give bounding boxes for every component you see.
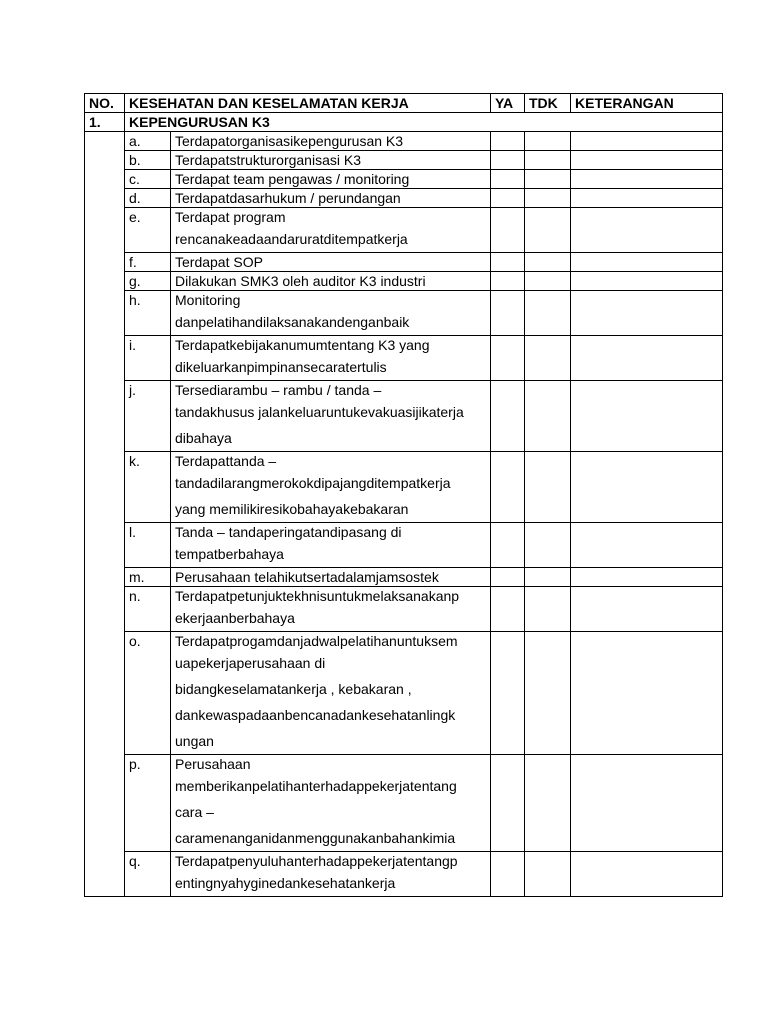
ya-cell[interactable] [491, 852, 525, 897]
item-text [171, 568, 491, 587]
item-letter: m. [125, 568, 171, 587]
item-text-line: Monitoring [175, 292, 241, 308]
keterangan-cell[interactable] [571, 852, 723, 897]
item-letter: k. [125, 452, 171, 523]
tdk-cell[interactable] [525, 568, 571, 587]
item-text-line: dankewaspadaanbencanadankesehatanlingk [175, 707, 456, 723]
table-row [85, 587, 723, 632]
tdk-cell[interactable] [525, 852, 571, 897]
item-text [171, 291, 491, 336]
keterangan-cell[interactable] [571, 151, 723, 170]
table-row [85, 381, 723, 452]
item-letter: q. [125, 852, 171, 897]
tdk-cell[interactable] [525, 755, 571, 852]
item-text-line: Terdapat program [175, 209, 286, 225]
table-row [85, 755, 723, 852]
item-text-line: Terdapatpetunjuktekhnisuntukmelaksanakanp [175, 588, 460, 604]
item-text [171, 151, 491, 170]
ya-cell[interactable] [491, 170, 525, 189]
table-row [85, 291, 723, 336]
item-text-line: Terdapattanda – [175, 453, 277, 469]
item-text-line: Terdapatpenyuluhanterhadappekerjatentangp [175, 853, 458, 869]
ya-cell[interactable] [491, 568, 525, 587]
item-text [171, 189, 491, 208]
ya-cell[interactable] [491, 189, 525, 208]
item-text-line: Tersediarambu – rambu / tanda – [175, 382, 382, 398]
item-letter: d. [125, 189, 171, 208]
keterangan-cell[interactable] [571, 291, 723, 336]
section-row [85, 113, 723, 132]
keterangan-cell[interactable] [571, 632, 723, 755]
item-letter: b. [125, 151, 171, 170]
item-text-line: bidangkeselamatankerja , kebakaran , [175, 681, 412, 697]
item-text-line: Dilakukan SMK3 oleh auditor K3 industri [175, 273, 426, 289]
keterangan-cell[interactable] [571, 336, 723, 381]
keterangan-cell[interactable] [571, 132, 723, 151]
item-letter: e. [125, 208, 171, 253]
table-row [85, 568, 723, 587]
keterangan-cell[interactable] [571, 568, 723, 587]
table-row [85, 852, 723, 897]
header-no: NO. [85, 94, 125, 113]
item-letter: p. [125, 755, 171, 852]
item-text-line: Perusahaan telahikutsertadalamjamsostek [175, 569, 439, 585]
header-ya: YA [491, 94, 525, 113]
item-letter: c. [125, 170, 171, 189]
item-text [171, 381, 491, 452]
item-text [171, 632, 491, 755]
header-tdk: TDK [525, 94, 571, 113]
table-row [85, 632, 723, 755]
section-title: KEPENGURUSAN K3 [125, 113, 723, 132]
header-row [85, 94, 723, 113]
item-letter: n. [125, 587, 171, 632]
item-text-line: Terdapat SOP [175, 254, 263, 270]
item-letter: j. [125, 381, 171, 452]
ya-cell[interactable] [491, 291, 525, 336]
tdk-cell[interactable] [525, 291, 571, 336]
ya-cell[interactable] [491, 632, 525, 755]
item-letter: a. [125, 132, 171, 151]
tdk-cell[interactable] [525, 189, 571, 208]
ya-cell[interactable] [491, 151, 525, 170]
item-text-line: Tanda – tandaperingatandipasang di [175, 524, 402, 540]
header-keterangan: KETERANGAN [571, 94, 723, 113]
item-text-line: tandadilarangmerokokdipajangditempatkerja [175, 475, 451, 491]
tdk-cell[interactable] [525, 587, 571, 632]
table-row [85, 208, 723, 253]
item-text [171, 523, 491, 568]
item-text-line: tandakhusus jalankeluaruntukevakuasijikaterja [175, 404, 464, 420]
item-text-line: Terdapat team pengawas / monitoring [175, 171, 410, 187]
item-text-line: ekerjaanberbahaya [175, 610, 295, 626]
ya-cell[interactable] [491, 755, 525, 852]
item-text-line: dibahaya [175, 430, 232, 446]
keterangan-cell[interactable] [571, 253, 723, 272]
header-title: KESEHATAN DAN KESELAMATAN KERJA [125, 94, 491, 113]
item-text [171, 336, 491, 381]
tdk-cell[interactable] [525, 381, 571, 452]
tdk-cell[interactable] [525, 272, 571, 291]
item-text-line: dikeluarkanpimpinansecaratertulis [175, 359, 387, 375]
ya-cell[interactable] [491, 523, 525, 568]
tdk-cell[interactable] [525, 253, 571, 272]
ya-cell[interactable] [491, 208, 525, 253]
tdk-cell[interactable] [525, 151, 571, 170]
item-text [171, 272, 491, 291]
table-row [85, 189, 723, 208]
item-text [171, 208, 491, 253]
item-text [171, 452, 491, 523]
item-letter: f. [125, 253, 171, 272]
table-row [85, 170, 723, 189]
ya-cell[interactable] [491, 272, 525, 291]
item-text-line: Perusahaan [175, 756, 251, 772]
item-text-line: Terdapatkebijakanumumtentang K3 yang [175, 337, 430, 353]
item-text-line: danpelatihandilaksanakandenganbaik [175, 314, 410, 330]
ya-cell[interactable] [491, 587, 525, 632]
item-text-line: caramenanganidanmenggunakanbahankimia [175, 830, 456, 846]
item-letter: i. [125, 336, 171, 381]
item-text [171, 132, 491, 151]
item-text-line: yang memilikiresikobahayakebakaran [175, 501, 409, 517]
item-text [171, 253, 491, 272]
tdk-cell[interactable] [525, 170, 571, 189]
item-letter: o. [125, 632, 171, 755]
item-letter: h. [125, 291, 171, 336]
item-text-line: Terdapatorganisasikepengurusan K3 [175, 133, 404, 149]
row-number-cell [85, 132, 125, 897]
ya-cell[interactable] [491, 253, 525, 272]
keterangan-cell[interactable] [571, 272, 723, 291]
section-number: 1. [85, 113, 125, 132]
item-text [171, 852, 491, 897]
table-row [85, 452, 723, 523]
tdk-cell[interactable] [525, 208, 571, 253]
item-text-line: Terdapatstrukturorganisasi K3 [175, 152, 361, 168]
item-text-line: tempatberbahaya [175, 546, 284, 562]
ya-cell[interactable] [491, 336, 525, 381]
ya-cell[interactable] [491, 132, 525, 151]
tdk-cell[interactable] [525, 523, 571, 568]
table-row [85, 132, 723, 151]
item-text-line: ungan [175, 733, 214, 749]
tdk-cell[interactable] [525, 452, 571, 523]
item-text-line: entingnyahyginedankesehatankerja [175, 875, 396, 891]
item-text [171, 170, 491, 189]
item-text-line: cara – [175, 804, 214, 820]
table-row [85, 272, 723, 291]
tdk-cell[interactable] [525, 132, 571, 151]
item-text-line: Terdapatprogamdanjadwalpelatihanuntuksem [175, 633, 458, 649]
item-letter: g. [125, 272, 171, 291]
keterangan-cell[interactable] [571, 208, 723, 253]
item-text [171, 587, 491, 632]
keterangan-cell[interactable] [571, 381, 723, 452]
table-row [85, 523, 723, 568]
table-row [85, 151, 723, 170]
keterangan-cell[interactable] [571, 755, 723, 852]
item-text-line: rencanakeadaandaruratditempatkerja [175, 231, 408, 247]
tdk-cell[interactable] [525, 336, 571, 381]
keterangan-cell[interactable] [571, 523, 723, 568]
ya-cell[interactable] [491, 452, 525, 523]
item-letter: l. [125, 523, 171, 568]
k3-checklist-table [84, 93, 723, 897]
ya-cell[interactable] [491, 381, 525, 452]
item-text-line: memberikanpelatihanterhadappekerjatentang [175, 778, 457, 794]
table-row [85, 253, 723, 272]
keterangan-cell[interactable] [571, 170, 723, 189]
keterangan-cell[interactable] [571, 587, 723, 632]
tdk-cell[interactable] [525, 632, 571, 755]
item-text-line: uapekerjaperusahaan di [175, 655, 326, 671]
item-text [171, 755, 491, 852]
keterangan-cell[interactable] [571, 189, 723, 208]
table-row [85, 336, 723, 381]
item-text-line: Terdapatdasarhukum / perundangan [175, 190, 401, 206]
keterangan-cell[interactable] [571, 452, 723, 523]
